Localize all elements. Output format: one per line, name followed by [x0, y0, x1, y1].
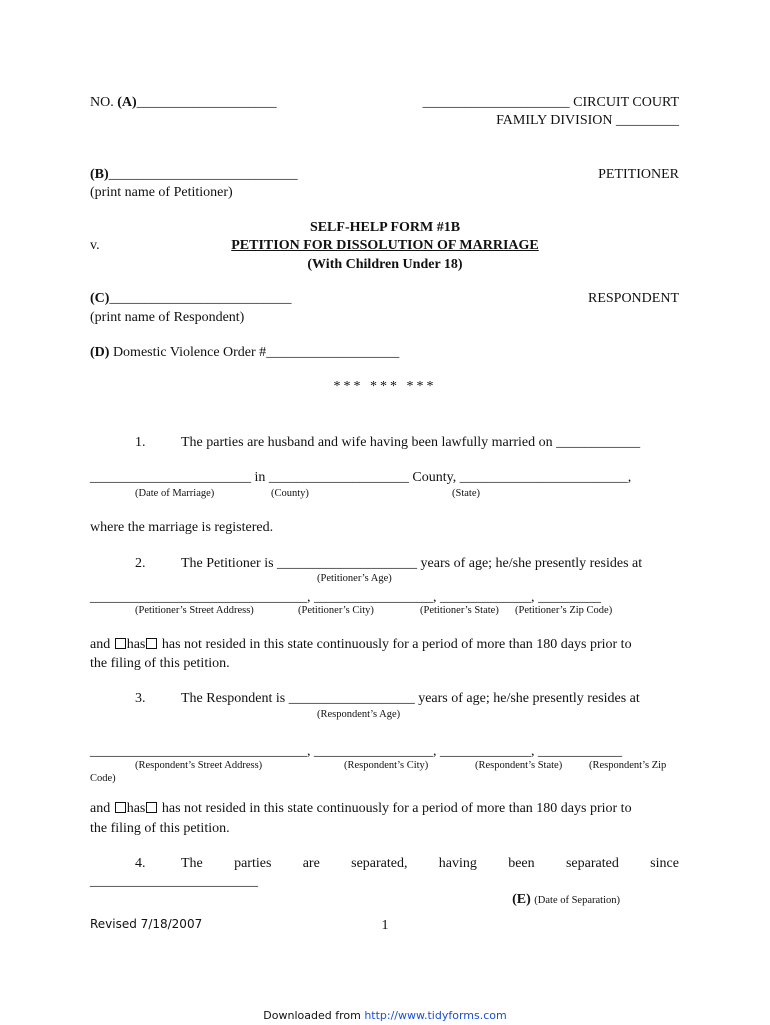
form-title: SELF-HELP FORM #1B	[309, 220, 461, 235]
versus-label: v.	[90, 238, 100, 253]
petition-subtitle: (With Children Under 18)	[307, 257, 463, 272]
item-3-residency-line	[90, 800, 632, 818]
item-3-address-line[interactable]: _______________________________, _________________, _____________, ____________	[90, 744, 622, 759]
petition-title: PETITION FOR DISSOLUTION OF MARRIAGE	[231, 238, 539, 253]
word: separated,	[351, 856, 408, 871]
dvo-blank[interactable]: ___________________	[266, 345, 400, 360]
has-not-checkbox[interactable]	[146, 802, 157, 813]
field-marker-a: (A)	[117, 95, 137, 110]
field-marker-e: (E)	[512, 892, 531, 907]
revised-date: Revised 7/18/2007	[90, 917, 203, 931]
label-respondent-zip-code: Code)	[90, 773, 116, 784]
word: separated	[565, 856, 619, 871]
item-2-residency-line	[90, 636, 632, 654]
field-marker-d: (D)	[90, 345, 110, 360]
field-marker-c: (C)	[90, 291, 110, 306]
label-respondent-state: (Respondent’s State)	[475, 760, 563, 771]
respondent-role: RESPONDENT	[587, 291, 679, 306]
word: The	[181, 856, 203, 871]
respondent-hint: (print name of Respondent)	[90, 310, 245, 325]
word: since	[650, 856, 679, 871]
item-3-tail: the filing of this petition.	[90, 821, 230, 836]
page-number: 1	[381, 918, 389, 933]
label-respondent-age: (Respondent’s Age)	[317, 709, 401, 720]
circuit-court-line	[423, 94, 679, 112]
family-division-line	[496, 112, 679, 130]
division-blank[interactable]: _________	[616, 113, 679, 128]
label-petitioner-state: (Petitioner’s State)	[420, 605, 499, 616]
label-respondent-city: (Respondent’s City)	[344, 760, 429, 771]
respondent-name-blank[interactable]: __________________________	[109, 291, 292, 306]
family-division-label: FAMILY DIVISION	[496, 113, 613, 128]
item-4-text	[181, 855, 679, 873]
item-2-tail: the filing of this petition.	[90, 656, 230, 671]
has-checkbox[interactable]	[115, 638, 126, 649]
court-blank[interactable]: _____________________	[422, 95, 570, 110]
label-date-of-separation: (Date of Separation)	[534, 895, 620, 906]
word: been	[508, 856, 535, 871]
label-petitioner-street: (Petitioner’s Street Address)	[135, 605, 254, 616]
tidyforms-link[interactable]: http://www.tidyforms.com	[364, 1009, 507, 1022]
has-not-checkbox[interactable]	[146, 638, 157, 649]
item-1-text[interactable]: The parties are husband and wife having been lawfully married on ____________	[181, 435, 641, 450]
and-label: and	[90, 801, 111, 816]
label-county: (County)	[271, 488, 309, 499]
label-state: (State)	[452, 488, 480, 499]
separation-date-blank[interactable]: ________________________	[90, 874, 258, 889]
petitioner-role: PETITIONER	[598, 167, 679, 182]
dvo-label: Domestic Violence Order #	[112, 345, 267, 360]
word: having	[438, 856, 477, 871]
label-date-of-marriage: (Date of Marriage)	[135, 488, 215, 499]
petitioner-name-line	[90, 166, 298, 184]
case-number-label: NO.	[90, 95, 114, 110]
item-1-line2[interactable]: _______________________ in ____________________ County, ________________________,	[90, 470, 632, 485]
downloaded-label: Downloaded from	[263, 1009, 361, 1022]
circuit-court-label: CIRCUIT COURT	[573, 95, 679, 110]
separator: *** *** ***	[333, 379, 437, 394]
has-checkbox[interactable]	[115, 802, 126, 813]
item-1-number: 1.	[135, 435, 146, 450]
dvo-line	[90, 344, 399, 362]
word: are	[302, 856, 320, 871]
label-petitioner-age: (Petitioner’s Age)	[317, 573, 392, 584]
respondent-name-line	[90, 290, 291, 308]
residency-text: has not resided in this state continuously for a period of more than 180 days prior to	[161, 637, 632, 652]
download-credit	[0, 1007, 770, 1025]
residency-text: has not resided in this state continuously for a period of more than 180 days prior to	[161, 801, 632, 816]
field-marker-b: (B)	[90, 167, 109, 182]
separation-label-line	[512, 891, 620, 909]
and-label: and	[90, 637, 111, 652]
has-label: has	[126, 801, 146, 816]
item-2-number: 2.	[135, 556, 146, 571]
item-1-tail: where the marriage is registered.	[90, 520, 274, 535]
label-respondent-street: (Respondent’s Street Address)	[135, 760, 263, 771]
word: parties	[234, 856, 272, 871]
case-number-line	[90, 94, 277, 112]
case-number-blank[interactable]: ____________________	[136, 95, 277, 110]
label-respondent-zip: (Respondent’s Zip	[589, 760, 667, 771]
label-petitioner-zip: (Petitioner’s Zip Code)	[515, 605, 613, 616]
item-4-number: 4.	[135, 856, 146, 871]
petitioner-name-blank[interactable]: ___________________________	[108, 167, 298, 182]
has-label: has	[126, 637, 146, 652]
label-petitioner-city: (Petitioner’s City)	[298, 605, 374, 616]
petitioner-hint: (print name of Petitioner)	[90, 185, 233, 200]
item-3-number: 3.	[135, 691, 146, 706]
item-2-text[interactable]: The Petitioner is ____________________ years of age; he/she presently resides at	[181, 556, 643, 571]
item-2-address-line[interactable]: _______________________________, _________________, _____________, _________	[90, 590, 601, 605]
item-3-text[interactable]: The Respondent is __________________ years of age; he/she presently resides at	[181, 691, 640, 706]
